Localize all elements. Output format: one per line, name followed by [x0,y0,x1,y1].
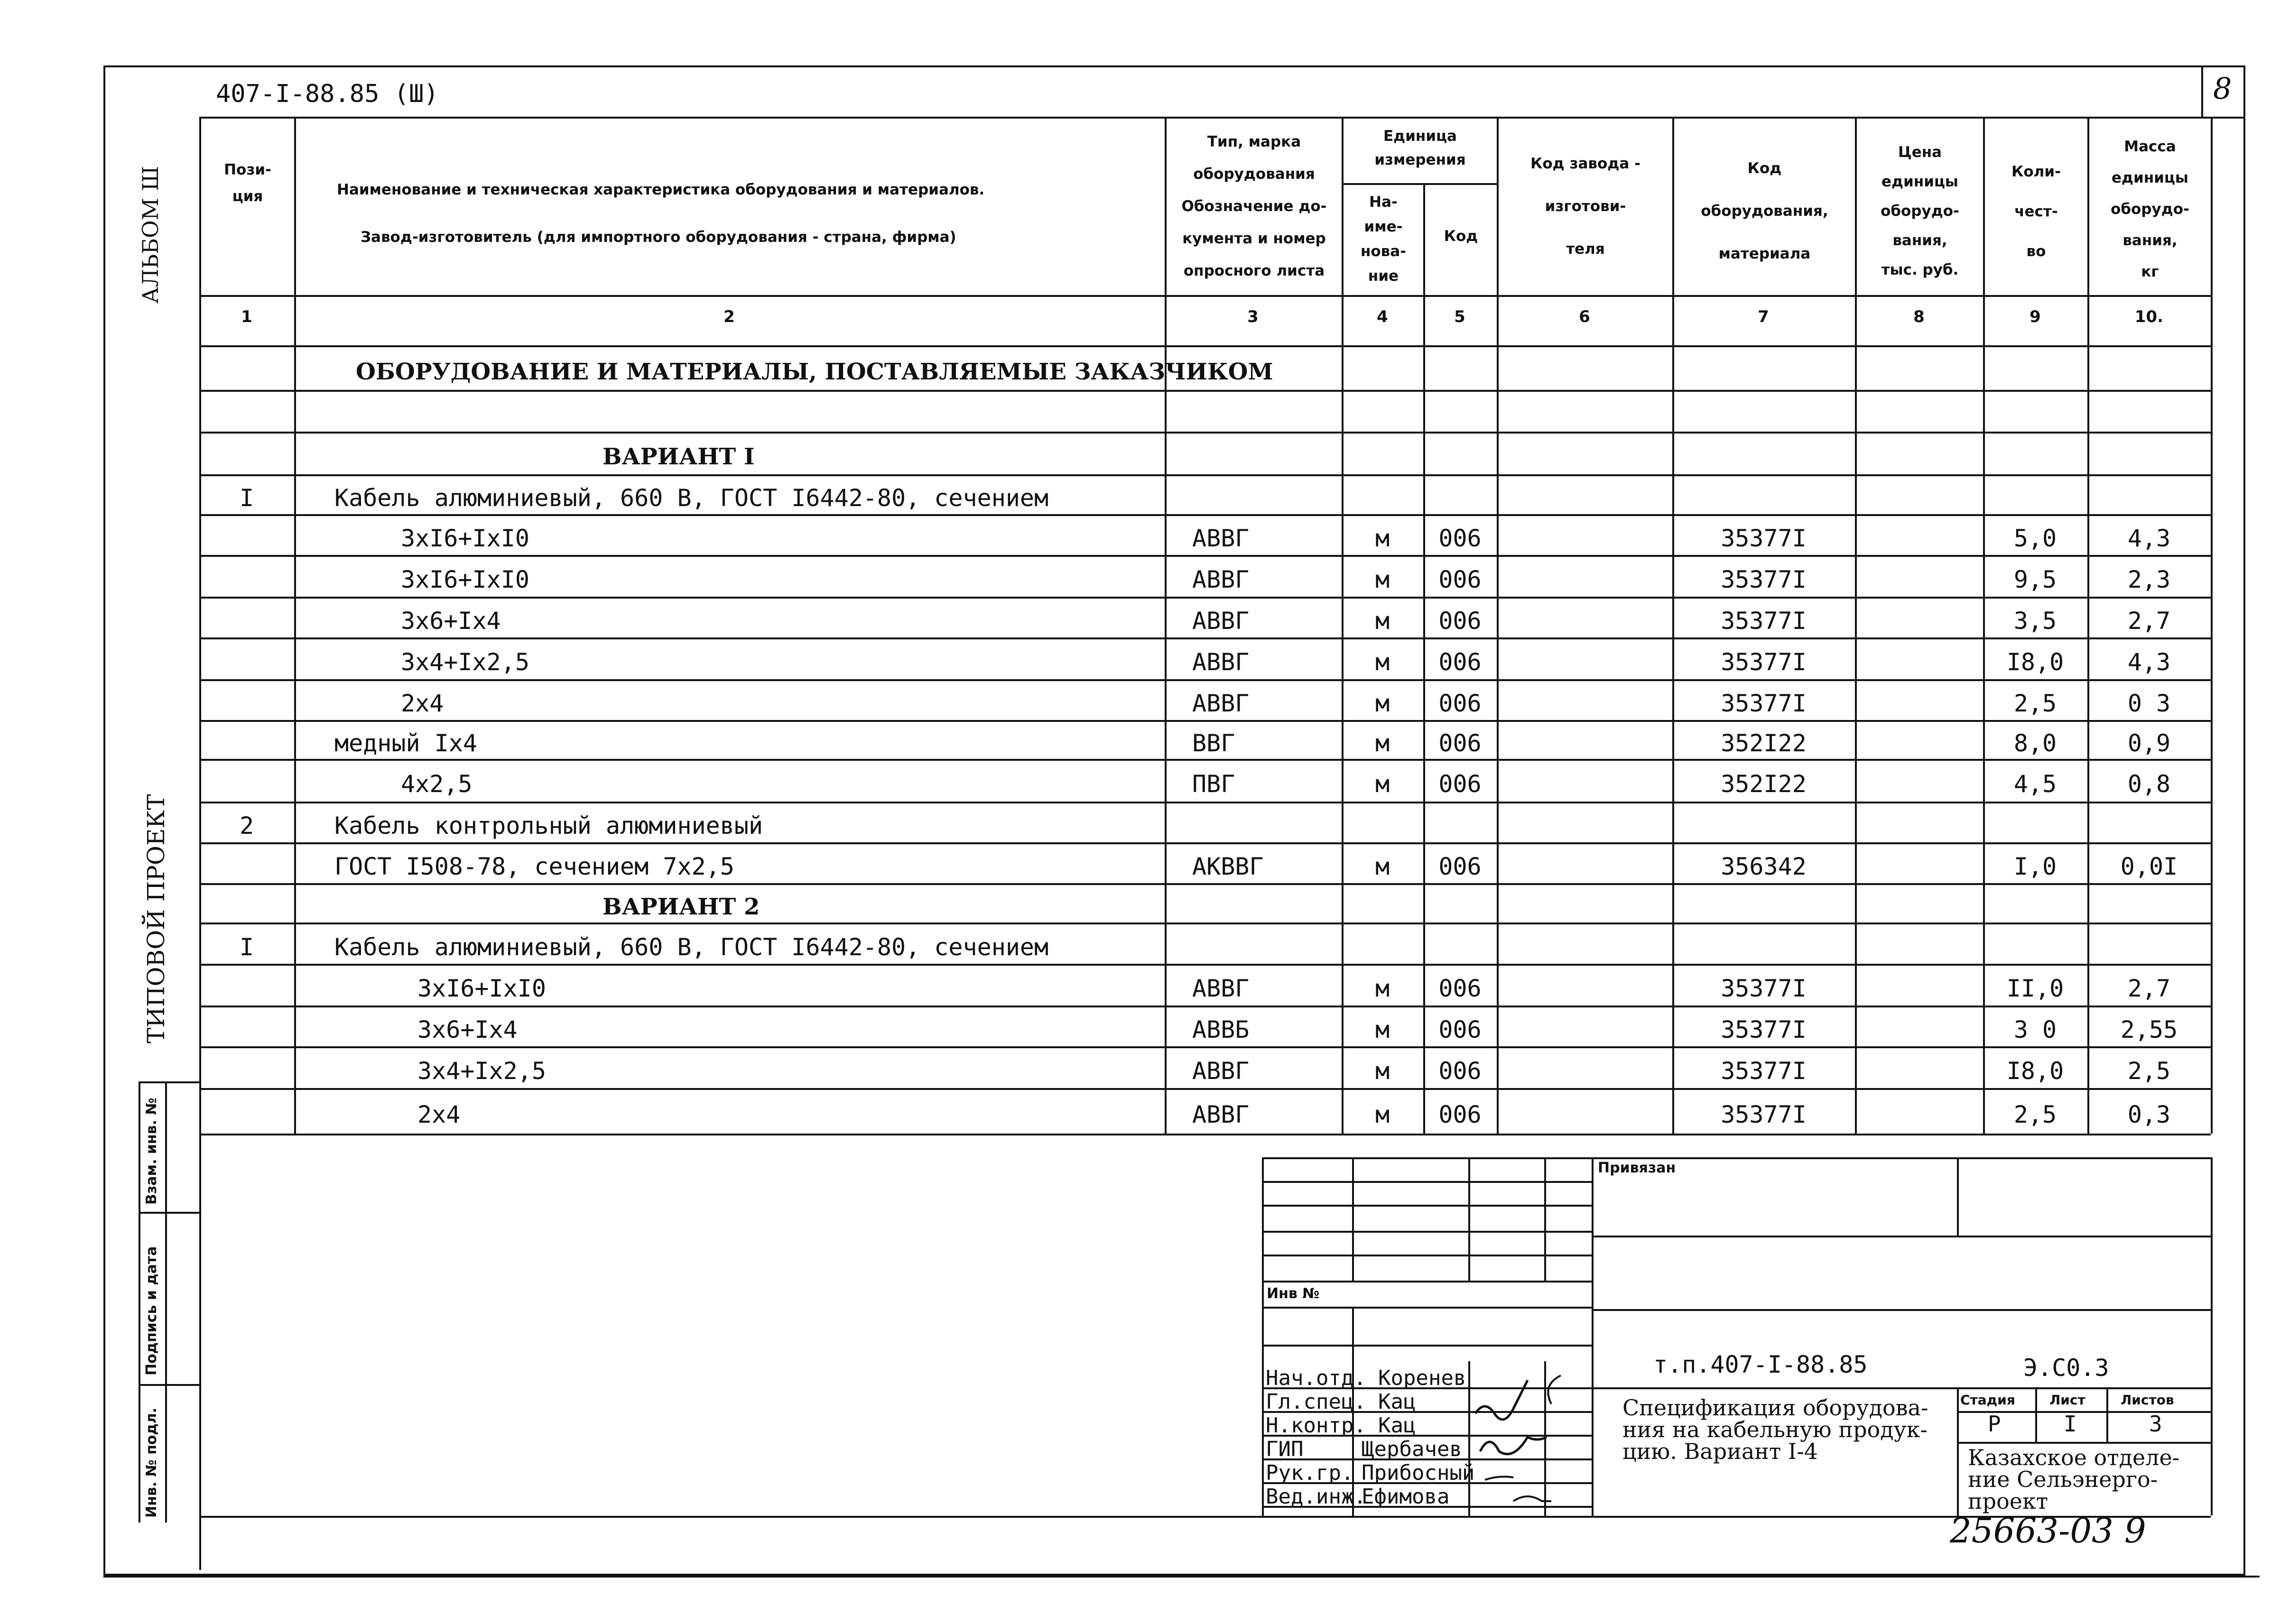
cell-type: АВВГ [1192,525,1250,552]
cell-name: Кабель контрольный алюминиевый [334,812,763,840]
tb-grid-h6 [1262,1307,1592,1309]
cell-name: 3x6+Ix4 [417,1016,518,1043]
cell-mass: 4,3 [2127,525,2171,552]
cell-unit: м [1375,525,1390,552]
side-stamp-sep1 [139,1212,200,1214]
row-line [199,390,2211,392]
col-line-1 [294,117,296,1134]
stage-h2 [1957,1442,2211,1444]
title-top-line [1592,1387,2211,1389]
cell-name: 3xI6+IxI0 [417,975,546,1002]
signature-role: Вед.инж. [1266,1485,1366,1509]
cell-name: ГОСТ I508-78, сечением 7x2,5 [334,853,734,880]
cell-unit: м [1375,1101,1390,1128]
project-label: ТИПОВОЙ ПРОЕКТ [142,794,170,1043]
bottom-frame-line [103,1576,2260,1578]
row-line [199,597,2211,599]
sheet-title: Спецификация оборудова- ния на кабельную продук- цию. Вариант I-4 [1622,1395,1928,1464]
header-unit-name: На- име- нова- ние [1360,194,1407,285]
side-stamp-line-mid [165,1081,167,1522]
sheet-header: Лист [2049,1392,2085,1408]
column-number: 10. [2134,307,2164,326]
tb-grid-v1 [1352,1157,1354,1281]
cell-pos: 2 [239,812,254,840]
cell-name: 3xI6+IxI0 [401,566,529,593]
cell-name: 3xI6+IxI0 [401,525,529,552]
tb-inv-split [1352,1307,1354,1345]
cell-mass: 2,7 [2127,975,2171,1002]
cell-name: медный Ix4 [334,729,478,757]
stage-col1 [2035,1387,2037,1442]
signature-name: Ефимова [1362,1485,1450,1509]
cell-mass: 0,0I [2120,853,2178,880]
signature-role: Рук.гр. [1266,1461,1354,1485]
row-line [199,1046,2211,1048]
tb-grid-h7 [1262,1345,1592,1347]
cell-mass: 2,5 [2127,1057,2171,1085]
cell-name: 3x4+Ix2,5 [401,648,529,676]
tb-grid-h3 [1262,1231,1592,1233]
column-number: 6 [1579,307,1590,326]
cell-type: АВВГ [1192,1101,1250,1128]
cell-pos: I [239,933,254,961]
side-stamp-top [139,1081,200,1083]
cell-type: АВВГ [1192,566,1250,593]
column-number: 5 [1454,307,1465,326]
cell-code: 006 [1438,1016,1482,1043]
header-price: Цена единицы оборудо- вания, тыс. руб. [1881,144,1959,278]
cell-equip: 35377I [1721,1016,1807,1043]
cell-equip: 35377I [1721,1101,1807,1128]
row-line [199,964,2211,966]
column-number: 1 [241,307,252,326]
sheets-header: Листов [2121,1392,2174,1408]
stage-header: Стадия [1960,1392,2015,1408]
cell-pos: I [239,484,254,512]
cell-unit: м [1375,607,1390,635]
signature-role: Гл.спец. [1266,1390,1366,1414]
cell-equip: 352I22 [1721,729,1807,757]
tb-grid-h5 [1262,1281,1592,1283]
cell-type: АВВГ [1192,975,1250,1002]
cell-type: АВВБ [1192,1016,1250,1043]
numbers-bottom [199,345,2211,347]
row-line [199,1088,2211,1090]
cell-qty: 2,5 [2013,690,2057,717]
column-number: 2 [723,307,735,326]
cell-unit: м [1375,1016,1390,1043]
row-line [199,802,2211,803]
row-line [199,1134,2211,1135]
sheet-code: Э.С0.3 [2023,1354,2109,1382]
cell-mass: 2,55 [2120,1016,2178,1043]
cell-name: 2x4 [417,1101,461,1128]
cell-code: 006 [1438,975,1482,1002]
cell-type: ПВГ [1192,770,1235,798]
signature-role: ГИП [1266,1437,1304,1461]
cell-equip: 35377I [1721,975,1807,1002]
cell-equip: 352I22 [1721,770,1807,798]
cell-type: АВВГ [1192,607,1250,635]
header-type: Тип, марка оборудования Обозначение до- кумента и номер опросного листа [1181,133,1327,279]
row-line [199,474,2211,476]
archive-number: 25663-03 9 [1950,1511,2146,1550]
tb-grid-h4 [1262,1255,1592,1256]
stage-col2 [2106,1387,2108,1442]
cell-type: АВВГ [1192,1057,1250,1085]
row-line [199,883,2211,885]
cell-equip: 35377I [1721,525,1807,552]
cell-qty: 5,0 [2013,525,2057,552]
signature-name: Прибосный [1362,1461,1475,1485]
header-pos: Пози- ция [224,161,271,205]
tb-grid-h2 [1262,1205,1592,1207]
signature-role: Нач.отд. [1266,1366,1366,1390]
sheet-value: I [2064,1411,2077,1437]
col-line-10 [2211,117,2213,1134]
row-line [199,555,2211,557]
header-unit: Единица измерения [1374,128,1466,168]
sheet-mark-divider [2201,65,2203,117]
cell-code: 006 [1438,690,1482,717]
column-number: 7 [1758,307,1769,326]
row-line [199,1006,2211,1007]
cell-name: 4x2,5 [401,770,473,798]
row-line [199,432,2211,434]
cell-code: 006 [1438,729,1482,757]
people-col2 [1468,1361,1470,1518]
cell-type: ВВГ [1192,729,1235,757]
cell-unit: м [1375,770,1390,798]
signature-name: Кац [1378,1390,1416,1414]
cell-qty: 9,5 [2013,566,2057,593]
cell-code: 006 [1438,1057,1482,1085]
cell-mass: 0 3 [2127,690,2171,717]
signature-name: Кац [1378,1413,1416,1438]
side-stamp-inv-podl: Инв. № подл. [143,1407,160,1518]
cell-qty: 4,5 [2013,770,2057,798]
cell-qty: I8,0 [2006,648,2064,676]
signature-name: Щербачев [1362,1437,1462,1461]
side-stamp-vzam-inv: Взам. инв. № [143,1098,160,1205]
cell-code: 006 [1438,607,1482,635]
cell-type: АВВГ [1192,690,1250,717]
inv-no-label: Инв № [1267,1285,1320,1302]
cell-name: ОБОРУДОВАНИЕ И МАТЕРИАЛЫ, ПОСТАВЛЯЕМЫЕ ЗАКАЗЧИКОМ [356,359,1273,385]
row-line [199,679,2211,681]
privyazan-label: Привязан [1598,1160,1676,1176]
cell-equip: 35377I [1721,690,1807,717]
cell-mass: 4,3 [2127,648,2171,676]
cell-code: 006 [1438,770,1482,798]
header-name: Наименование и техническая характеристика оборудования и материалов. Завод-изготовитель (для импортного оборудования - страна, фирма) [337,181,985,246]
signature-marks [1471,1356,1622,1518]
column-number: 8 [1913,307,1925,326]
cell-unit: м [1375,1057,1390,1085]
table-top-line [199,117,2245,119]
cell-qty: 3,5 [2013,607,2057,635]
header-qty: Коли- чест- во [2011,163,2061,260]
tb-grid-h0 [1262,1157,1592,1159]
signature-role: Н.контр. [1266,1413,1366,1438]
header-bottom [199,295,2211,297]
cell-mass: 0,9 [2127,729,2171,757]
side-stamp-line-left [139,1081,140,1522]
cell-qty: 3 0 [2013,1016,2057,1043]
cell-name: Кабель алюминиевый, 660 В, ГОСТ I6442-80, сечением [334,484,1049,512]
header-unit-code: Код [1444,228,1478,245]
cell-qty: I,0 [2013,853,2057,880]
tb-mid-line [1592,1309,2211,1311]
tb-bottom [199,1516,2211,1518]
privyazan-bottom [1592,1236,2211,1237]
row-line [199,514,2211,516]
project-code: т.п.407-I-88.85 [1653,1351,1868,1378]
cell-name: Кабель алюминиевый, 660 В, ГОСТ I6442-80, сечением [334,933,1049,961]
header-plant: Код завода - изготови- теля [1530,155,1640,258]
stage-col0 [1957,1387,1959,1518]
sheet-mark: 8 [2213,71,2232,106]
cell-qty: 2,5 [2013,1101,2057,1128]
cell-mass: 2,3 [2127,566,2171,593]
cell-unit: м [1375,690,1390,717]
organization: Казахское отделе- ние Сельэнерго- проект [1968,1445,2180,1514]
tb-grid-v2 [1468,1157,1470,1281]
signature-name: Коренев [1378,1366,1466,1390]
cell-equip: 35377I [1721,1057,1807,1085]
cell-code: 006 [1438,853,1482,880]
cell-equip: 35377I [1721,648,1807,676]
row-line [199,637,2211,639]
side-stamp-sep2 [139,1384,200,1386]
cell-name: 3x6+Ix4 [401,607,501,635]
cell-qty: II,0 [2006,975,2064,1002]
cell-code: 006 [1438,566,1482,593]
privyazan-split [1957,1157,1959,1236]
cell-mass: 0,3 [2127,1101,2171,1128]
cell-name: ВАРИАНТ I [602,443,755,470]
cell-code: 006 [1438,1101,1482,1128]
cell-type: АВВГ [1192,648,1250,676]
row-line [199,720,2211,722]
cell-equip: 35377I [1721,607,1807,635]
cell-equip: 356342 [1721,853,1807,880]
row-line [199,759,2211,761]
tb-right-top [1592,1157,2211,1159]
side-stamp-signature-date: Подпись и дата [143,1246,160,1375]
cell-qty: 8,0 [2013,729,2057,757]
album-label: АЛЬБОМ Ш [138,166,163,304]
tb-grid-h1 [1262,1181,1592,1183]
cell-name: 2x4 [401,690,444,717]
cell-code: 006 [1438,648,1482,676]
cell-code: 006 [1438,525,1482,552]
row-line [199,842,2211,844]
cell-unit: м [1375,566,1390,593]
cell-type: АКВВГ [1192,853,1264,880]
tb-grid-v3 [1544,1157,1546,1281]
header-mass: Масса единицы оборудо- вания, кг [2111,138,2189,280]
tb-grid-v0 [1262,1157,1264,1518]
sheets-value: 3 [2149,1411,2162,1437]
cell-name: ВАРИАНТ 2 [602,893,760,920]
tb-right-edge [2211,1157,2213,1515]
header-equip-code: Код оборудования, материала [1701,160,1828,262]
cell-name: 3x4+Ix2,5 [417,1057,546,1085]
cell-qty: I8,0 [2006,1057,2064,1085]
column-number: 3 [1247,307,1259,326]
unit-header-split [1342,183,1497,185]
row-line [199,923,2211,924]
column-number: 4 [1377,307,1388,326]
cell-unit: м [1375,975,1390,1002]
column-number: 9 [2030,307,2041,326]
cell-equip: 35377I [1721,566,1807,593]
cell-unit: м [1375,648,1390,676]
doc-code: 407-I-88.85 (Ш) [216,80,439,108]
cell-unit: м [1375,729,1390,757]
cell-mass: 2,7 [2127,607,2171,635]
cell-mass: 0,8 [2127,770,2171,798]
cell-unit: м [1375,853,1390,880]
stage-value: Р [1988,1411,2001,1437]
